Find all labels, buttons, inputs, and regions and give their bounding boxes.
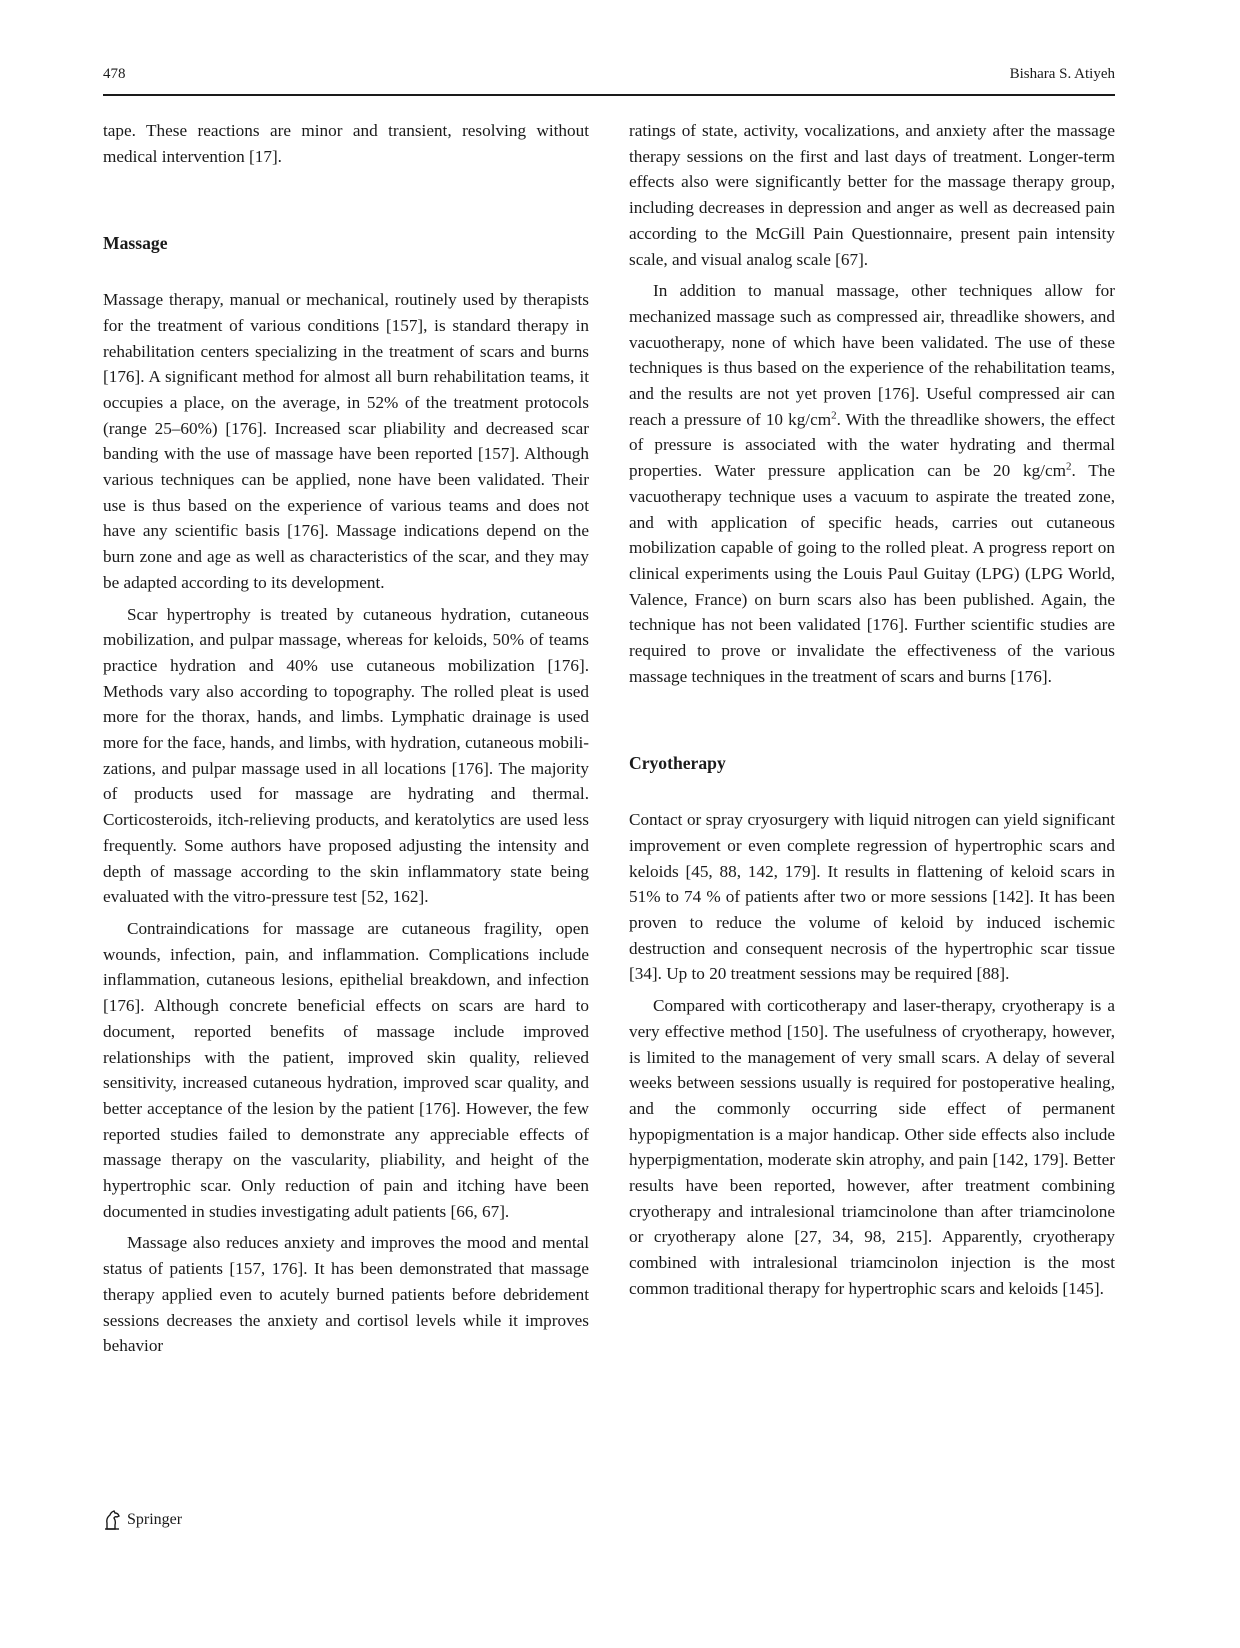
- paragraph-continuation: tape. These reactions are minor and transient, resolving without medical intervention [17].: [103, 121, 589, 166]
- left-column: [103, 118, 589, 1365]
- running-header: [103, 66, 1115, 90]
- paragraph: Contraindications for massage are cutaneous fragility, open wounds, infection, pain, and inflammation. Complications include inflammation, cutaneous lesions, epithelial breakdown, and infection [176]. Although concrete beneficial effects on scars are hard to document, reported benefits of massage include improved relationships with the patient, improved skin quality, relieved sensitivity, increased cutaneous hydration, improved scar quality, and better acceptance of the lesion by the patient [176]. However, the few reported studies failed to demonstrate any appreciable effects of massage therapy on the vascularity, pliability, and height of the hypertrophic scar. Only reduction of pain and itching have been documented in studies investigating adult patients [66, 67].: [103, 918, 589, 1221]
- section-heading-massage: Massage: [103, 233, 168, 254]
- superscript: 2: [831, 409, 837, 421]
- springer-horse-icon: [103, 1509, 123, 1531]
- paragraph: Massage also reduces anxiety and improves the mood and mental status of patients [157, 176]. It has been demonstrated that massage therapy applied even to acutely burned patients before debridement sessions decreases the anxiety and cortisol levels while it improves behavior: [103, 1233, 589, 1356]
- section-heading-cryotherapy: Cryotherapy: [629, 753, 726, 774]
- page-footer: [103, 1508, 182, 1532]
- paragraph: Scar hypertrophy is treated by cutaneous hydration, cutaneous mobilization, and pulpar massage, whereas for keloids, 50% of teams practice hydration and 40% use cutaneous mobilization [176]. Methods vary also according to topography. The rolled pleat is used more for the thorax, hands, and limbs. Lymphatic drainage is used more for the face, hands, and limbs, with hydration, cutaneous mobilizations, and pulpar massage used in all locations [176]. The majority of products used for massage are hydrating and thermal. Corticosteroids, itch-relieving products, and keratolytics are used less frequently. Some authors have proposed adjusting the intensity and depth of massage according to the skin inflammatory state being evaluated with the vitro-pressure test [52, 162].: [103, 604, 589, 907]
- running-author: Bishara S. Atiyeh: [1009, 66, 1115, 82]
- right-column: [629, 118, 1115, 1308]
- header-rule: [103, 94, 1115, 96]
- superscript: 2: [1065, 460, 1072, 473]
- paragraph-continuation: ratings of state, activity, vocalizations, and anxiety after the massage therapy sessions on the first and last days of treatment. Longer-term effects also were significantly better for the massage therapy group, including decreases in depression and anger as well as decreased pain according to the McGill Pain Questionnaire, present pain intensity scale, and visual analog scale [67].: [629, 121, 1115, 269]
- paragraph: Compared with corticotherapy and laser-therapy, cryotherapy is a very effective method [150]. The usefulness of cryotherapy, however, is limited to the management of very small scars. A delay of several weeks between sessions usually is required for postoperative healing, and the commonly occurring side effect of permanent hypopigmentation is a major handicap. Other side effects also include hyperpigmentation, moderate skin atrophy, and pain [142, 179]. Better results have been reported, however, after treatment combining cryotherapy and intralesional triamcinolone than after triamcinolone or cryotherapy alone [27, 34, 98, 215]. Apparently, cryotherapy combined with intralesional triamcinolon injection is the most common traditional therapy for hypertrophic scars and keloids [145].: [629, 996, 1115, 1298]
- paragraph: Massage therapy, manual or mechanical, routinely used by therapists for the treatment of various conditions [157], is standard therapy in rehabilitation centers specializing in the treatment of scars and burns [176]. A significant method for almost all burn rehabilitation teams, it occupies a place, on the average, in 52% of the treatment protocols (range 25–60%) [176]. Increased scar pliability and decreased scar banding with the use of massage have been reported [157]. Although various techniques can be applied, none have been validated. Their use is thus based on the experience of various teams and does not have any scientific basis [176]. Massage indications depend on the burn zone and age as well as characteristics of the scar, and they may be adapted according to its development.: [103, 290, 589, 592]
- publisher-label: Springer: [127, 1511, 183, 1528]
- paragraph: Contact or spray cryosurgery with liquid nitrogen can yield significant improvement or even complete regression of hypertrophic scars and keloids [45, 88, 142, 179]. It results in flattening of keloid scars in 51% to 74 % of patients after two or more sessions [142]. It has been proven to reduce the volume of keloid by induced ischemic destruction and consequent necrosis of the hypertrophic scar tissue [34]. Up to 20 treatment sessions may be required [88].: [629, 810, 1115, 984]
- paragraph: [629, 278, 1115, 689]
- text-run: . The vacuotherapy technique uses a vacuum to aspirate the treated zone, and with application of specific heads, carries out cutaneous mobilization capable of going to the rolled pleat. A progress report on clinical experiments using the Louis Paul Guitay (LPG) (LPG World, Valence, France) on burn scars also has been published. Again, the technique has not been validated [176]. Further scientific studies are required to prove or invalidate the effectiveness of the various massage techniques in the treatment of scars and burns [176].: [629, 461, 1115, 686]
- text-run: In addition to manual massage, other techniques allow for mechanized massage such as compressed air, threadlike showers, and vacuotherapy, none of which have been validated. The use of these techniques is thus based on the experience of the rehabilitation teams, and the results are not yet proven [176]. Useful compressed air can reach a pressure of 10 kg/cm: [629, 281, 1115, 429]
- page-number: 478: [103, 66, 126, 82]
- text-run: . With the threadlike showers, the effect of pressure is associated with the water hydrating and thermal properties. Water pressure application can be 20 kg/cm: [629, 409, 1115, 481]
